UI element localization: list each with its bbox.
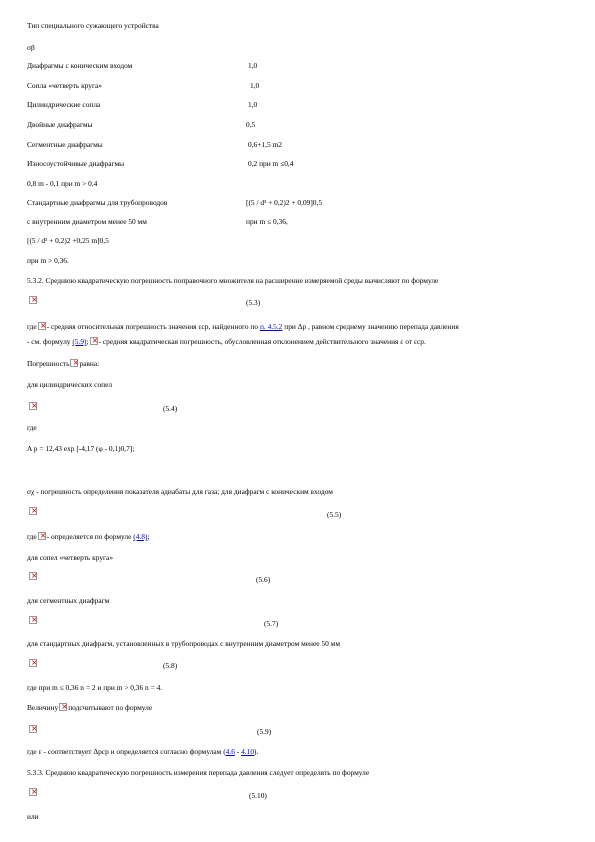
link-formula-4-6[interactable]: 4.6 (225, 747, 235, 756)
cylindrical-nozzles-label: для цилиндрических сопел (27, 380, 113, 389)
ap-formula-line: A р = 12,43 exp [-4,17 (φ - 0,1)0,7]; (27, 444, 135, 453)
text-fragment: при Δр , равном среднему значению перепада давления (284, 322, 459, 331)
sigma-line: σχ - погрешность определения показателя адиабаты для газа; для диафрагм с коническим входом (27, 487, 333, 496)
text-fragment: Величину (27, 703, 59, 712)
equation-number: (5.10) (249, 791, 267, 800)
equation-number: (5.6) (256, 575, 271, 584)
text-fragment: - определяется по формуле (46, 532, 132, 541)
or-label: или (27, 812, 39, 821)
text-fragment: ; (147, 532, 150, 541)
broken-image-icon (38, 532, 46, 540)
table-row-name: Диафрагмы с коническим входом (27, 61, 133, 70)
standard-row-value-2: при m ≤ 0,36, (246, 217, 288, 226)
equation-number: (5.8) (163, 661, 178, 670)
n-condition-line: где при m ≤ 0,36 n = 2 и при m > 0,36 n = 4. (27, 683, 163, 692)
error-line (27, 359, 99, 368)
table-row-name: Сопла «четверть круга» (27, 81, 102, 90)
where-label: где (27, 423, 37, 432)
broken-image-icon (29, 402, 37, 410)
definition-line-2 (27, 337, 426, 346)
broken-image-icon (29, 725, 37, 733)
text-fragment: - средняя квадратическая погрешность, обусловленная отклонением действительного значения ε от εср. (98, 337, 426, 346)
quarter-circle-nozzles-label: для сопел «четверть круга» (27, 553, 114, 562)
broken-image-icon (29, 296, 37, 304)
text-fragment: ). (254, 747, 259, 756)
table-header-symbol: σβ (27, 43, 35, 52)
broken-image-icon (70, 359, 78, 367)
table-row-value: 0,6+1,5 m2 (248, 140, 282, 149)
text-fragment: - (234, 747, 242, 756)
standard-diaphragms-label: для стандартных диафрагм, установленных в трубопроводах с внутренним диаметром менее 50 мм (27, 639, 341, 648)
definition-line-3 (27, 532, 150, 541)
table-row-name: Износоустойчивые диафрагмы (27, 159, 125, 168)
text-fragment: равна: (79, 359, 100, 368)
definition-line (27, 322, 459, 331)
table-row-value: 1,0 (250, 81, 260, 90)
equation-number: (5.9) (257, 727, 272, 736)
broken-image-icon (29, 788, 37, 796)
text-fragment: где ε - соответствует Δрср и определяется согласно формулам ( (27, 747, 226, 756)
link-formula-4-8[interactable]: (4.8) (133, 532, 148, 541)
text-fragment: Погрешность (27, 359, 70, 368)
broken-image-icon (29, 507, 37, 515)
standard-row-line-4: при m > 0,36. (27, 256, 69, 265)
magnitude-line (27, 703, 152, 712)
table-row-value: 1,0 (248, 61, 258, 70)
table-row-value: 0,2 при m ≤0,4 (248, 159, 294, 168)
section-5-3-3: 5.3.3. Среднюю квадратическую погрешность измерения перепада давления следует определять по формуле (27, 768, 370, 777)
equation-number: (5.3) (246, 298, 261, 307)
text-fragment: - средняя относительная погрешность значения εср, найденного по (46, 322, 259, 331)
text-fragment: подсчитывают по формуле (68, 703, 153, 712)
table-row-name: Сегментные диафрагмы (27, 140, 103, 149)
equation-number: (5.4) (163, 404, 178, 413)
text-fragment: где (27, 532, 37, 541)
condition-line: 0,8 m - 0,1 при m > 0,4 (27, 179, 98, 188)
broken-image-icon (29, 572, 37, 580)
table-row-value: 0,5 (246, 120, 256, 129)
standard-row-name-2: с внутренним диаметром менее 50 мм (27, 217, 147, 226)
section-5-3-2: 5.3.2. Среднюю квадратическую погрешность поправочного множителя на расширение измеряемой среды вычисляют по формуле (27, 276, 439, 285)
standard-row-line-3: [(5 / d³ + 0,2)2 +0,25 m]0,5 (27, 236, 109, 245)
epsilon-line (27, 747, 258, 756)
broken-image-icon (59, 703, 67, 711)
table-row-name: Цилиндрические сопла (27, 100, 101, 109)
equation-number: (5.7) (264, 619, 279, 628)
broken-image-icon (38, 322, 46, 330)
standard-row-value: [(5 / d³ + 0,2)2 + 0,09]0,5 (246, 198, 323, 207)
text-fragment: - см. формулу (27, 337, 71, 346)
broken-image-icon (29, 616, 37, 624)
text-fragment: где (27, 322, 37, 331)
segment-diaphragms-label: для сегментных диафрагм (27, 596, 110, 605)
standard-row-name: Стандартные диафрагмы для трубопроводов (27, 198, 168, 207)
text-fragment: ; (86, 337, 89, 346)
table-header-title: Тип специального сужающего устройства (27, 21, 159, 30)
equation-number: (5.5) (327, 510, 342, 519)
table-row-name: Двойные диафрагмы (27, 120, 93, 129)
link-4-5-2[interactable]: п. 4.5.2 (259, 322, 283, 331)
broken-image-icon (29, 659, 37, 667)
table-row-value: 1,0 (248, 100, 258, 109)
link-formula-4-10[interactable]: 4.10 (241, 747, 255, 756)
broken-image-icon (90, 337, 98, 345)
link-formula-5-9[interactable]: (5.9) (72, 337, 87, 346)
